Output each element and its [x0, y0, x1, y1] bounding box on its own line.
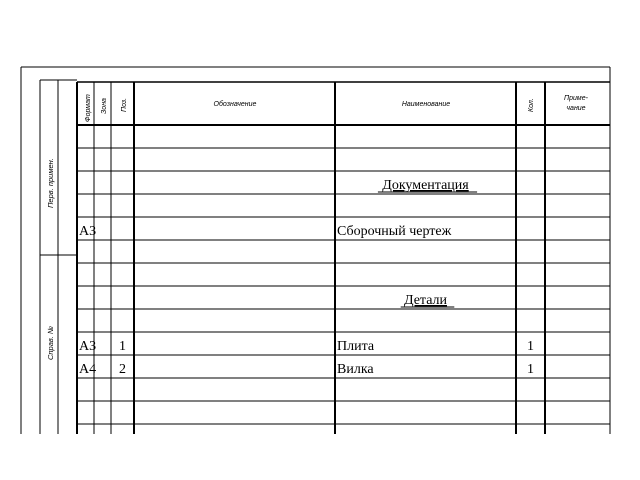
cell-name: Плита — [337, 339, 375, 354]
cell-name: Сборочный чертеж — [337, 224, 452, 239]
header-designation: Обозначение — [213, 101, 257, 108]
spec-table-grid — [77, 82, 610, 434]
header-name: Наименование — [401, 101, 451, 108]
table-header — [85, 94, 589, 122]
header-qty: Кол. — [528, 98, 535, 112]
table-body — [79, 178, 534, 377]
cell-format: А4 — [79, 362, 97, 377]
header-pos: Поз. — [121, 97, 128, 112]
cell-pos: 2 — [119, 362, 126, 377]
cell-qty: 1 — [527, 339, 534, 354]
sheet-frame — [21, 67, 610, 434]
cell-format: А3 — [79, 339, 97, 354]
first-use-label: Перв. примен. — [46, 158, 55, 208]
cell-name: Детали — [403, 293, 448, 308]
header-note-line2: чание — [566, 105, 586, 112]
table-row — [401, 293, 455, 308]
table-row — [79, 362, 534, 377]
cell-qty: 1 — [527, 362, 534, 377]
cell-format: А3 — [79, 224, 97, 239]
cell-name: Вилка — [337, 362, 374, 377]
table-row — [79, 339, 534, 354]
header-zone: Зона — [101, 98, 108, 114]
header-format: Формат — [85, 94, 92, 122]
cell-name: Документация — [382, 178, 469, 193]
ref-no-label: Справ. № — [46, 325, 55, 360]
cell-pos: 1 — [119, 339, 126, 354]
side-strip — [40, 80, 77, 434]
table-row — [378, 178, 477, 193]
header-note-line1: Приме- — [564, 95, 588, 102]
